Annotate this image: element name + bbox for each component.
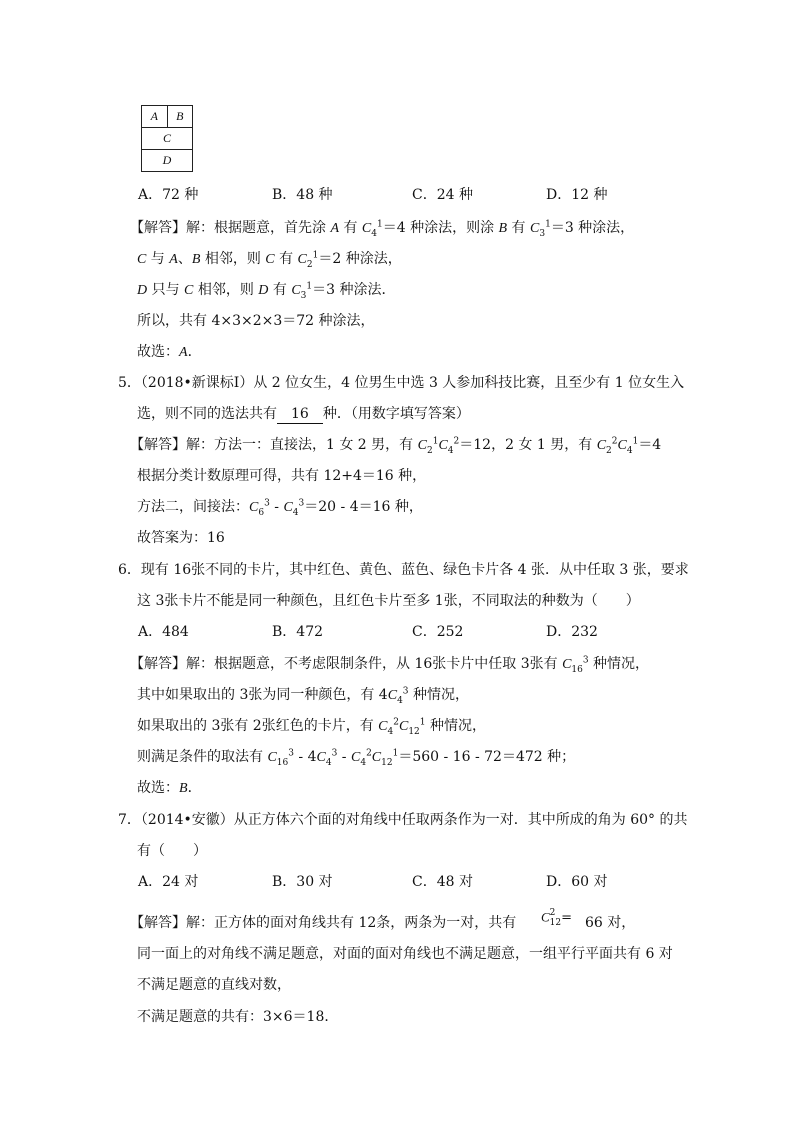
- q4-solution-line-5: 故选：A．: [137, 344, 202, 360]
- q7-question-line-2: 有（ ）: [137, 843, 207, 859]
- q6-option-c: C．252: [412, 624, 464, 640]
- q7-option-a: A．24 对: [138, 874, 199, 890]
- q7-solution-line-1-end: 66 对，: [585, 915, 636, 931]
- q6-option-b: B．472: [272, 624, 324, 640]
- q6-option-a: A．484: [138, 624, 189, 640]
- q5-answer-blank: 16: [277, 405, 323, 424]
- coloring-grid-figure: [141, 105, 193, 172]
- q6-question-line-1: 6．现有 16张不同的卡片，其中红色、黄色、蓝色、绿色卡片各 4 张．从中任取 3 张，要求: [118, 562, 689, 578]
- grid-cell-b: B: [167, 106, 193, 127]
- answer-tag: 【解答】: [130, 220, 186, 236]
- q5-solution-line-2: 根据分类计数原理可得，共有 12+4＝16 种，: [137, 468, 427, 484]
- answer-tag: 【解答】: [130, 915, 186, 931]
- q5-solution-line-1: 【解答】解：方法一：直接法，1 女 2 男，有 $C_2^1C_4^2=12$，2 女 1 男，有 $C_2^2C_4^1=4$: [130, 436, 662, 456]
- q7-question-line-1: 7．（2014•安徽）从正方体六个面的对角线中任取两条作为一对．其中所成的角为 60° 的共: [118, 812, 688, 828]
- q6-solution-line-3: 如果取出的 3张有 2张红色的卡片，有 $C_4^2C_{12}^1$ 种情况，: [137, 717, 486, 737]
- q7-combination-expression: C 2 12 =: [541, 908, 573, 928]
- q4-solution-line-4: 所以，共有 4×3×2×3＝72 种涂法，: [137, 313, 375, 329]
- q7-solution-line-3: 不满足题意的直线对数，: [137, 977, 291, 993]
- grid-cell-c: C: [162, 131, 171, 145]
- q6-solution-line-1: 【解答】解：根据题意，不考虑限制条件，从 16张卡片中任取 3张有 $C_{16}^3$ 种情况，: [130, 655, 650, 675]
- q7-option-b: B．30 对: [272, 874, 333, 890]
- q5-question-line-1: 5．（2018•新课标Ⅰ）从 2 位女生，4 位男生中选 3 人参加科技比赛，且至少有 1 位女生入: [118, 375, 685, 391]
- grid-cell-d: D: [162, 153, 172, 167]
- q4-option-b: B．48 种: [272, 187, 333, 203]
- q6-question-line-2: 这 3张卡片不能是同一种颜色，且红色卡片至多 1张，不同取法的种数为（ ）: [137, 593, 640, 609]
- answer-tag: 【解答】: [130, 437, 186, 453]
- q5-question-line-2: 选，则不同的选法共有 16 种．（用数字填写答案）: [137, 406, 470, 422]
- q6-option-d: D．232: [546, 624, 598, 640]
- q4-option-c: C．24 种: [412, 187, 473, 203]
- q4-option-a: A．72 种: [138, 187, 199, 203]
- grid-cell-a: A: [150, 109, 158, 123]
- q4-solution-line-2: C 与 A、B 相邻，则 C 有 $C_2^1=2$ 种涂法，: [137, 250, 402, 270]
- answer-tag: 【解答】: [130, 656, 186, 672]
- q6-solution-line-5: 故选：B．: [137, 780, 202, 796]
- q7-option-d: D．60 对: [546, 874, 608, 890]
- q5-solution-line-4: 故答案为：16: [137, 530, 225, 546]
- q4-option-d: D．12 种: [546, 187, 608, 203]
- q5-solution-line-3: 方法二，间接法：$C_6^3 - C_4^3=20 - 4=16$ 种，: [137, 498, 423, 518]
- q6-solution-line-2: 其中如果取出的 3张为同一种颜色，有 $4C_4^3$ 种情况，: [137, 686, 469, 706]
- q4-solution-line-1: 【解答】解：根据题意，首先涂 A 有 $C_4^1=4$ 种涂法，则涂 B 有 $C_3^1=3$ 种涂法，: [130, 219, 635, 239]
- q4-solution-line-3: D 只与 C 相邻，则 D 有 $C_3^1=3$ 种涂法．: [137, 281, 396, 301]
- q7-solution-line-2: 同一面上的对角线不满足题意，对面的面对角线也不满足题意，一组平行平面共有 6 对: [137, 946, 673, 962]
- q7-solution-line-1: 【解答】解：正方体的面对角线共有 12条，两条为一对，共有: [130, 915, 517, 931]
- q6-solution-line-4: 则满足条件的取法有 $C_{16}^3 - 4C_4^3 - C_4^2C_{12}^1=560 - 16 - 72=472$ 种；: [137, 748, 576, 768]
- q7-solution-line-4: 不满足题意的共有：3×6＝18．: [137, 1009, 339, 1025]
- q7-option-c: C．48 对: [412, 874, 473, 890]
